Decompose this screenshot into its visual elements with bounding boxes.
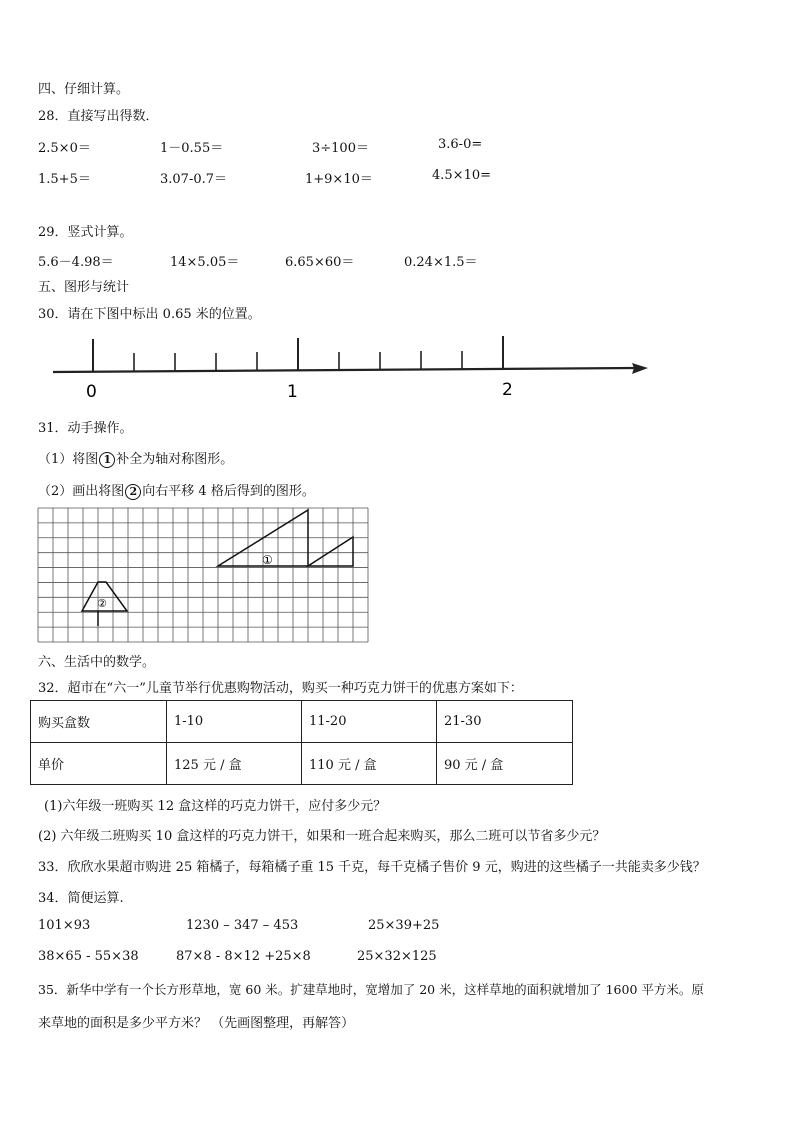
table-row xyxy=(31,701,573,743)
q28-item: 2.5×0＝ xyxy=(38,141,91,156)
circled-2-icon: 2 xyxy=(125,484,141,500)
q32-sub1: (1)六年级一班购买 12 盒这样的巧克力饼干，应付多少元？ xyxy=(44,799,387,814)
section-5-title: 五、图形与统计 xyxy=(38,280,130,295)
q32-title: 32．超市在“六一”儿童节举行优惠购物活动，购买一种巧克力饼干的优惠方案如下： xyxy=(38,681,523,696)
table-cell: 110 元 / 盒 xyxy=(302,743,437,785)
figure-2-label: ② xyxy=(97,597,107,610)
q28-item: 3÷100＝ xyxy=(312,141,369,156)
q35-line2: 来草地的面积是多少平方米？ （先画图整理，再解答） xyxy=(38,1016,355,1031)
q29-item: 5.6－4.98＝ xyxy=(38,255,114,270)
q34-item: 101×93 xyxy=(38,918,91,933)
number-line-label-2: 2 xyxy=(502,380,513,400)
number-line-label-0: 0 xyxy=(86,382,97,402)
q34-item: 25×32×125 xyxy=(357,949,437,964)
q34-title: 34．简便运算. xyxy=(38,891,124,906)
table-cell: 购买盒数 xyxy=(31,701,167,743)
q34-item: 25×39+25 xyxy=(368,918,440,933)
q28-item: 4.5×10= xyxy=(432,168,492,183)
table-row xyxy=(31,743,573,785)
q31-sub1-prefix: （1）将图 xyxy=(38,452,99,467)
q28-item: 1－0.55＝ xyxy=(160,141,224,156)
q28-title: 28．直接写出得数． xyxy=(38,109,159,124)
table-cell: 11-20 xyxy=(302,701,437,743)
q31-title: 31．动手操作。 xyxy=(38,421,133,436)
q33: 33．欣欣水果超市购进 25 箱橘子，每箱橘子重 15 千克，每千克橘子售价 9 元，购进的这些橘子一共能卖多少钱？ xyxy=(38,860,706,875)
table-cell: 21-30 xyxy=(437,701,573,743)
q31-sub1 xyxy=(38,448,233,468)
grid-figure xyxy=(36,506,370,644)
q34-item: 87×8 - 8×12 +25×8 xyxy=(176,949,311,964)
price-table xyxy=(30,700,573,785)
number-line xyxy=(0,330,794,405)
q32-sub2: (2) 六年级二班购买 10 盒这样的巧克力饼干，如果和一班合起来购买，那么二班可以节省多少元？ xyxy=(38,829,606,844)
q29-item: 14×5.05＝ xyxy=(170,255,240,270)
number-line-label-1: 1 xyxy=(287,382,298,402)
table-cell: 单价 xyxy=(31,743,167,785)
section-6-title: 六、生活中的数学。 xyxy=(38,655,156,670)
q28-item: 1.5+5＝ xyxy=(38,172,91,187)
q28-item: 3.6-0= xyxy=(438,137,483,152)
q29-item: 6.65×60＝ xyxy=(285,255,355,270)
q30-title: 30．请在下图中标出 0.65 米的位置。 xyxy=(38,307,261,322)
q31-sub2-prefix: （2）画出将图 xyxy=(38,484,125,499)
table-cell: 90 元 / 盒 xyxy=(437,743,573,785)
section-4-title: 四、仔细计算。 xyxy=(38,82,130,97)
q31-sub2-suffix: 向右平移 4 格后得到的图形。 xyxy=(142,484,315,499)
figure-1-part xyxy=(308,537,353,566)
circled-1-icon: 1 xyxy=(99,452,115,468)
q35-line1: 35．新华中学有一个长方形草地，宽 60 米。扩建草地时，宽增加了 20 米，这样草地的面积就增加了 1600 平方米。原 xyxy=(38,982,704,997)
q31-sub1-suffix: 补全为轴对称图形。 xyxy=(116,452,234,467)
table-cell: 1-10 xyxy=(167,701,302,743)
q34-item: 1230 – 347 – 453 xyxy=(186,918,299,933)
figure-1-label: ① xyxy=(262,553,273,567)
q31-sub2 xyxy=(38,480,315,500)
q29-item: 0.24×1.5＝ xyxy=(404,255,478,270)
q29-title: 29．竖式计算。 xyxy=(38,225,133,240)
q34-item: 38×65 - 55×38 xyxy=(38,949,139,964)
table-cell: 125 元 / 盒 xyxy=(167,743,302,785)
q28-item: 1+9×10＝ xyxy=(305,172,373,187)
q28-item: 3.07-0.7＝ xyxy=(160,172,228,187)
